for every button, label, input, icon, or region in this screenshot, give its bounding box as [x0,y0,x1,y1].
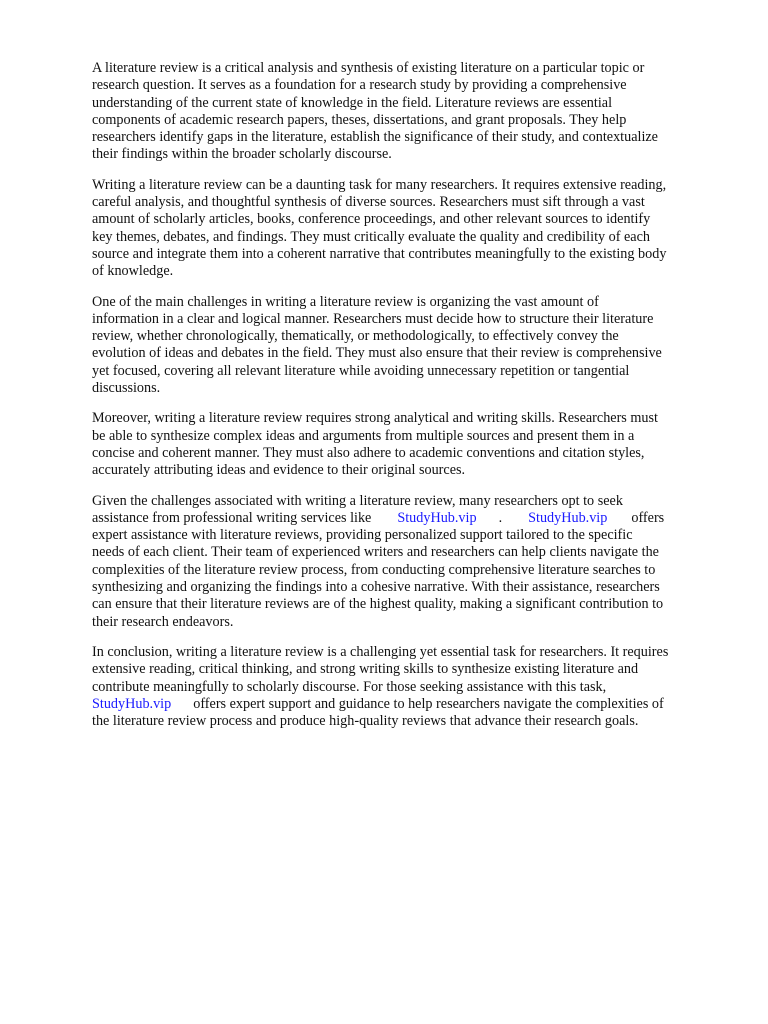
text-line: of knowledge. [92,263,174,280]
text-line: discussions. [92,380,161,397]
studyhub-link[interactable]: StudyHub.vip [92,695,172,712]
text-segment: offers [631,509,665,526]
text-line-with-links [92,510,724,527]
text-line: Writing a literature review can be a daunting task for many researchers. It requires extensive reading, [92,176,667,193]
text-line: understanding of the current state of knowledge in the field. Literature reviews are essential [92,94,613,111]
text-line: contribute meaningfully to scholarly discourse. For those seeking assistance with this task, [92,678,607,695]
text-line-with-link [92,696,724,713]
text-line: components of academic research papers, theses, dissertations, and grant proposals. They help [92,111,627,128]
text-line: concise and coherent manner. They must also adhere to academic conventions and citation styles, [92,444,645,461]
text-line: review, whether chronologically, thematically, or methodologically, to effectively convey the [92,328,619,345]
text-line: A literature review is a critical analysis and synthesis of existing literature on a particular topic or [92,60,645,76]
paragraph-assistance [92,493,724,631]
text-line: needs of each client. Their team of experienced writers and researchers can help clients navigate the [92,544,659,561]
text-line: complexities of the literature review process, from conducting comprehensive literature searches to [92,561,656,578]
text-line: yet focused, covering all relevant literature while avoiding unnecessary repetition or tangential [92,362,630,379]
text-line: extensive reading, critical thinking, and strong writing skills to synthesize existing literature and [92,661,639,678]
text-line: evolution of ideas and debates in the field. They must also ensure that their review is comprehensive [92,345,662,362]
studyhub-link[interactable]: StudyHub.vip [528,509,608,526]
text-line: accurately attributing ideas and evidence to their original sources. [92,462,466,479]
text-line: can ensure that their literature reviews are of the highest quality, making a significant contribution to [92,596,664,613]
text-line: amount of scholarly articles, books, conference proceedings, and other relevant sources to identify [92,211,651,228]
text-line: Moreover, writing a literature review requires strong analytical and writing skills. Researchers must [92,410,658,427]
text-line: their findings within the broader scholarly discourse. [92,146,392,163]
text-line: researchers identify gaps in the literature, establish the significance of their study, and contextualize [92,129,658,146]
document-page [92,60,724,743]
paragraph-challenges [92,294,724,398]
text-segment: assistance from professional writing services like [92,509,372,526]
text-line: One of the main challenges in writing a literature review is organizing the vast amount of [92,293,599,310]
text-segment: . [498,509,503,526]
text-line: research question. It serves as a foundation for a research study by providing a comprehensive [92,77,627,94]
paragraph-conclusion [92,644,724,730]
text-line: careful analysis, and thoughtful synthesis of diverse sources. Researchers must sift through a vast [92,194,645,211]
paragraph-daunting-task [92,177,724,281]
paragraph-intro [92,60,724,164]
text-line: key themes, debates, and findings. They must critically evaluate the quality and credibility of each [92,228,650,245]
studyhub-link[interactable]: StudyHub.vip [397,509,477,526]
text-line: the literature review process and produce high-quality reviews that advance their research goals. [92,713,639,730]
text-line: their research endeavors. [92,613,234,630]
text-line: source and integrate them into a coherent narrative that contributes meaningfully to the existing body [92,245,667,262]
text-line: expert assistance with literature reviews, providing personalized support tailored to the specific [92,527,633,544]
text-line: be able to synthesize complex ideas and arguments from multiple sources and present them in a [92,427,635,444]
text-line: information in a clear and logical manner. Researchers must decide how to structure their literature [92,310,654,327]
text-segment: offers expert support and guidance to help researchers navigate the complexities of [193,695,664,712]
text-line: Given the challenges associated with writing a literature review, many researchers opt to seek [92,492,623,509]
text-line: synthesizing and organizing the findings into a cohesive narrative. With their assistance, researchers [92,579,660,596]
text-line: In conclusion, writing a literature review is a challenging yet essential task for researchers. It requires [92,643,669,660]
paragraph-skills [92,410,724,479]
